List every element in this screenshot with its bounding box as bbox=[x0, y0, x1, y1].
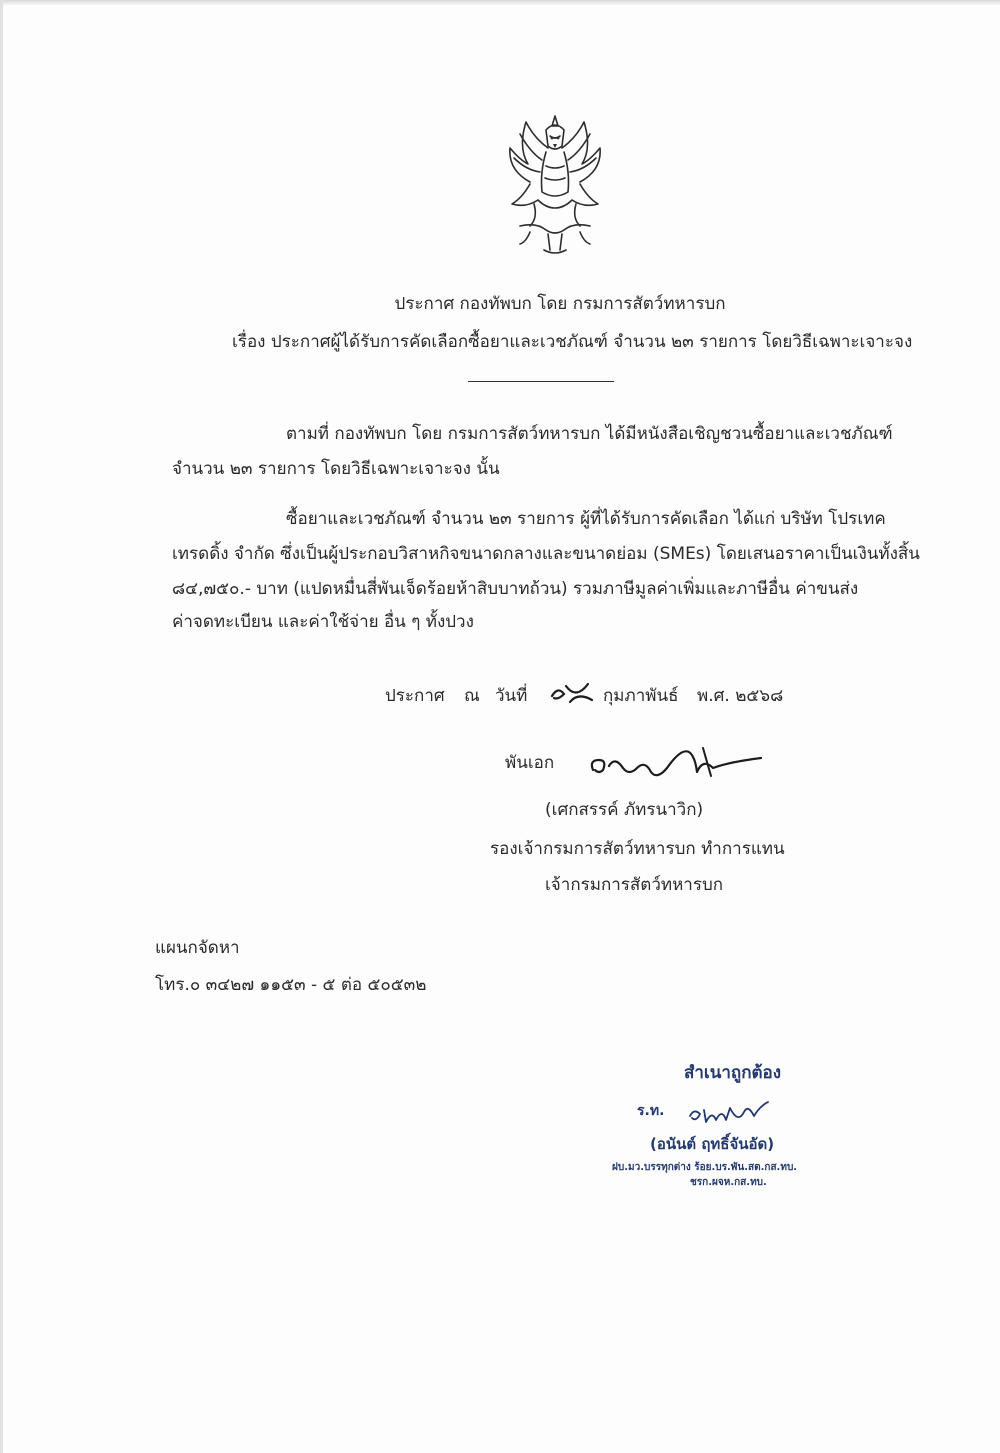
date-month: กุมภาพันธ์ bbox=[603, 686, 679, 706]
header-divider bbox=[468, 381, 614, 382]
certification-name: (อนันต์ ฤทธิ์จันอัด) bbox=[650, 1135, 775, 1153]
body-paragraph-2-line-3: ๘๔,๗๕๐.- บาท (แปดหมื่นสี่พันเจ็ดร้อยห้าสิบบาทถ้วน) รวมภาษีมูลค่าเพิ่มและภาษีอื่น ค่าขนส่ง bbox=[172, 579, 859, 599]
date-year: พ.ศ. ๒๕๖๘ bbox=[697, 686, 784, 706]
date-announced-label: ประกาศ bbox=[385, 686, 445, 706]
signatory-position-2: เจ้ากรมการสัตว์ทหารบก bbox=[545, 875, 724, 895]
body-paragraph-2-line-4: ค่าจดทะเบียน และค่าใช้จ่าย อื่น ๆ ทั้งปวง bbox=[172, 612, 474, 632]
body-paragraph-2-line-2: เทรดดิ้ง จำกัด ซึ่งเป็นผู้ประกอบวิสาหกิจขนาดกลางและขนาดย่อม (SMEs) โดยเสนอราคาเป็นเงินทั้งสิ้น bbox=[172, 544, 920, 564]
contact-department: แผนกจัดหา bbox=[155, 938, 240, 958]
handwritten-day bbox=[548, 678, 596, 708]
date-at-label: ณ bbox=[464, 686, 480, 706]
certification-position-1: ฝบ.มว.บรรทุกต่าง ร้อย.บร.พัน.สต.กส.ทบ. bbox=[612, 1162, 798, 1173]
signatory-position-1: รองเจ้ากรมการสัตว์ทหารบก ทำการแทน bbox=[490, 839, 785, 859]
certification-rank: ร.ท. bbox=[637, 1103, 665, 1119]
signatory-rank: พันเอก bbox=[505, 753, 555, 773]
body-paragraph-1-line-2: จำนวน ๒๓ รายการ โดยวิธีเฉพาะเจาะจง นั้น bbox=[172, 459, 500, 479]
announcement-subject: เรื่อง ประกาศผู้ได้รับการคัดเลือกซื้อยาและเวชภัณฑ์ จำนวน ๒๓ รายการ โดยวิธีเฉพาะเจาะจง bbox=[232, 332, 913, 352]
signatory-name: (เศกสรรค์ ภัทรนาวิก) bbox=[545, 800, 704, 820]
certification-position-2: ชรก.ผจห.กส.ทบ. bbox=[690, 1177, 767, 1188]
certification-signature bbox=[686, 1094, 772, 1128]
page-edge bbox=[0, 0, 1000, 6]
date-day-label: วันที่ bbox=[495, 686, 528, 706]
announcement-header: ประกาศ กองทัพบก โดย กรมการสัตว์ทหารบก bbox=[394, 294, 726, 314]
certification-title: สำเนาถูกต้อง bbox=[684, 1063, 782, 1083]
signatory-signature bbox=[585, 738, 765, 786]
contact-phone: โทร.๐ ๓๔๒๗ ๑๑๕๓ - ๕ ต่อ ๕๐๕๓๒ bbox=[155, 975, 427, 995]
page-edge-left bbox=[0, 0, 3, 1453]
garuda-emblem bbox=[490, 108, 620, 258]
body-paragraph-1-line-1: ตามที่ กองทัพบก โดย กรมการสัตว์ทหารบก ได้มีหนังสือเชิญชวนซื้อยาและเวชภัณฑ์ bbox=[286, 424, 893, 444]
body-paragraph-2-line-1: ซื้อยาและเวชภัณฑ์ จำนวน ๒๓ รายการ ผู้ที่ได้รับการคัดเลือก ได้แก่ บริษัท โปรเทค bbox=[286, 509, 886, 529]
